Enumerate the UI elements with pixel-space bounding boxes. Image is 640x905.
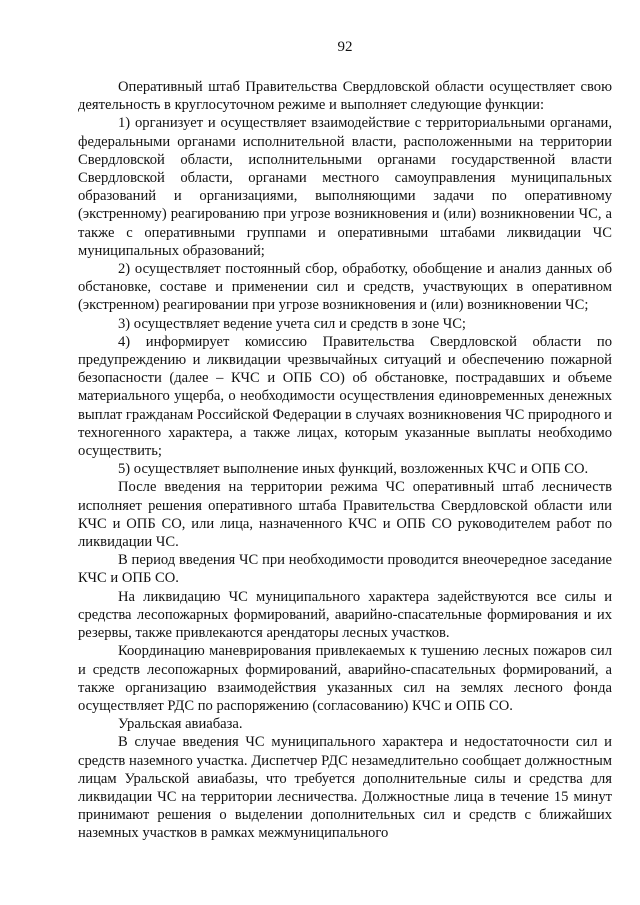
paragraph-function-3: 3) осуществляет ведение учета сил и средств в зоне ЧС; <box>118 315 466 332</box>
paragraph-function-5: 5) осуществляет выполнение иных функций, возложенных КЧС и ОПБ СО. <box>118 461 589 478</box>
paragraph-function-1: 1) организует и осуществляет взаимодействие с территориальными органами, федеральными органами исполнительной власти, расположенными на территории Свердловской области, исполнительными органами государственной власти Свердловской области, органами местного самоуправления муниципальных образований и организациями, выполняющими задачи по оперативному (экстренному) реагированию при угрозе возникновения и (или) возникновении ЧС, а также с оперативными группами и оперативными штабами ликвидации ЧС муниципальных образований; <box>78 115 612 259</box>
document-body <box>78 78 612 843</box>
paragraph-after-emergency: После введения на территории режима ЧС оперативный штаб лесничеств исполняет решения оперативного штаба Правительства Свердловской области или КЧС и ОПБ СО, или лица, назначенного КЧС и ОПБ СО руководителем работ по ликвидации ЧС. <box>78 479 612 551</box>
paragraph-airbase-heading: Уральская авиабаза. <box>118 716 243 733</box>
paragraph-municipal-response: На ликвидацию ЧС муниципального характера задействуются все силы и средства лесопожарных формирований, аварийно-спасательные формирования и их резервы, также привлекаются арендаторы лесных участков. <box>78 588 612 642</box>
page-number: 92 <box>337 39 353 55</box>
paragraph-intro: Оперативный штаб Правительства Свердловской области осуществляет свою деятельность в круглосуточном режиме и выполняет следующие функции: <box>78 79 612 114</box>
paragraph-airbase-procedure: В случае введения ЧС муниципального характера и недостаточности сил и средств наземного участка. Диспетчер РДС незамедлительно сообщает должностным лицам Уральской авиабазы, что требуется дополнительные силы и средства для ликвидации ЧС на территории лесничества. Должностные лица в течение 15 минут принимают решения о выделении дополнительных сил и средств с ближайших наземных участков в рамках межмуниципального <box>78 734 612 842</box>
paragraph-function-2: 2) осуществляет постоянный сбор, обработку, обобщение и анализ данных об обстановке, составе и применении сил и средств, участвующих в оперативном (экстренном) реагировании при угрозе возникновения и (или) возникновении ЧС; <box>78 261 612 314</box>
paragraph-coordination: Координацию маневрирования привлекаемых к тушению лесных пожаров сил и средств лесопожарных формирований, аварийно-спасательных формирований, а также организацию взаимодействия указанных сил на землях лесного фонда осуществляет РДС по распоряжению (согласованию) КЧС и ОПБ СО. <box>78 643 612 714</box>
paragraph-function-4: 4) информирует комиссию Правительства Свердловской области по предупреждению и ликвидации чрезвычайных ситуаций и обеспечению пожарной безопасности (далее – КЧС и ОПБ СО) об обстановке, пострадавших и объеме материального ущерба, о необходимости осуществления единовременных денежных выплат гражданам Российской Федерации в случаях возникновения ЧС природного и техногенного характера, а также лицах, которым указанные выплаты необходимо осуществить; <box>78 333 612 460</box>
paragraph-extraordinary-meeting: В период введения ЧС при необходимости проводится внеочередное заседание КЧС и ОПБ СО. <box>78 552 612 587</box>
